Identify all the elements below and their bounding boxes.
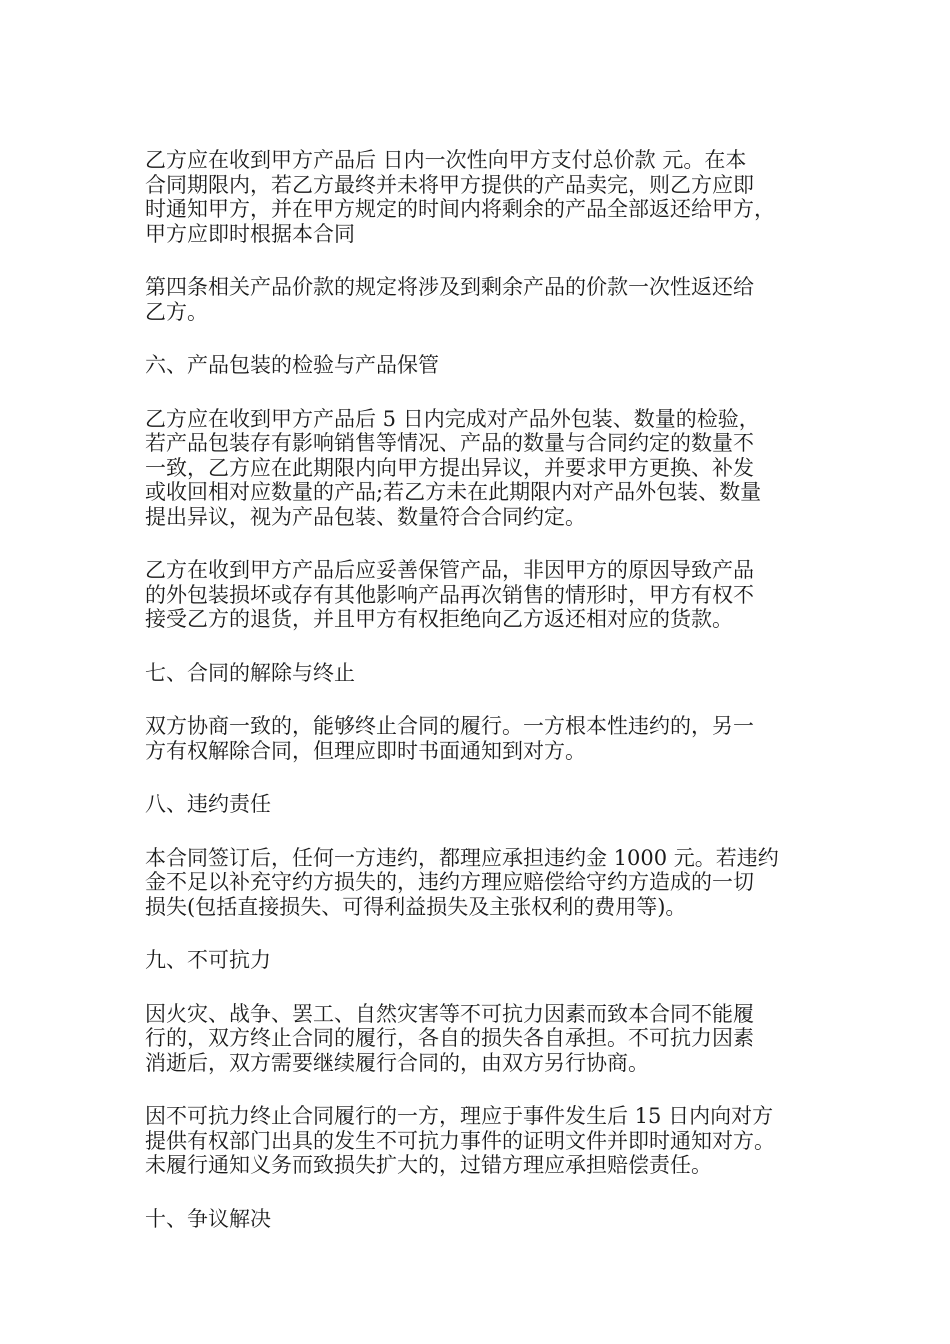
paragraph-remaining-products: 第四条相关产品价款的规定将涉及到剩余产品的价款一次性返还给 乙方。 (145, 275, 754, 324)
section-heading-7: 七、合同的解除与终止 (145, 660, 355, 685)
paragraph-termination: 双方协商一致的，能够终止合同的履行。一方根本性违约的，另一 方有权解除合同，但理应即时书面通知到对方。 (145, 714, 754, 763)
section-heading-6: 六、产品包装的检验与产品保管 (145, 353, 439, 377)
paragraph-inspection: 乙方应在收到甲方产品后 5 日内完成对产品外包装、数量的检验， 若产品包装存有影响销售等情况、产品的数量与合同约定的数量不 一致，乙方应在此期限内向甲方提出异议，并要求甲方更换、补发 或收回相对应数量的产品;若乙方未在此期限内对产品外包装、数量 提出异议，视为产品包装、数量符合合同约定。 (145, 406, 762, 529)
section-heading-9: 九、不可抗力 (145, 948, 271, 972)
paragraph-force-majeure: 因火灾、战争、罢工、自然灾害等不可抗力因素而致本合同不能履 行的，双方终止合同的履行，各自的损失各自承担。不可抗力因素 消逝后，双方需要继续履行合同的，由双方另行协商。 (145, 1001, 754, 1075)
paragraph-force-majeure-notice: 因不可抗力终止合同履行的一方，理应于事件发生后 15 日内向对方 提供有权部门出具的发生不可抗力事件的证明文件并即时通知对方。 未履行通知义务而致损失扩大的，过错方理应承担赔偿责任。 (145, 1104, 775, 1177)
section-heading-8: 八、违约责任 (145, 792, 271, 816)
section-heading-10: 十、争议解决 (145, 1206, 271, 1231)
paragraph-payment-terms: 乙方应在收到甲方产品后 日内一次性向甲方支付总价款 元。在本 合同期限内，若乙方最终并未将甲方提供的产品卖完，则乙方应即 时通知甲方，并在甲方规定的时间内将剩余的产品全部返还给甲方， 甲方应即时根据本合同 (145, 148, 775, 246)
paragraph-storage: 乙方在收到甲方产品后应妥善保管产品，非因甲方的原因导致产品 的外包装损坏或存有其他影响产品再次销售的情形时，甲方有权不 接受乙方的退货，并且甲方有权拒绝向乙方返还相对应的货款。 (145, 558, 754, 631)
document-body (145, 148, 835, 1260)
paragraph-liability: 本合同签订后，任何一方违约，都理应承担违约金 1000 元。若违约 金不足以补充守约方损失的，违约方理应赔偿给守约方造成的一切 损失(包括直接损失、可得利益损失及主张权利的费用等)。 (145, 845, 779, 919)
